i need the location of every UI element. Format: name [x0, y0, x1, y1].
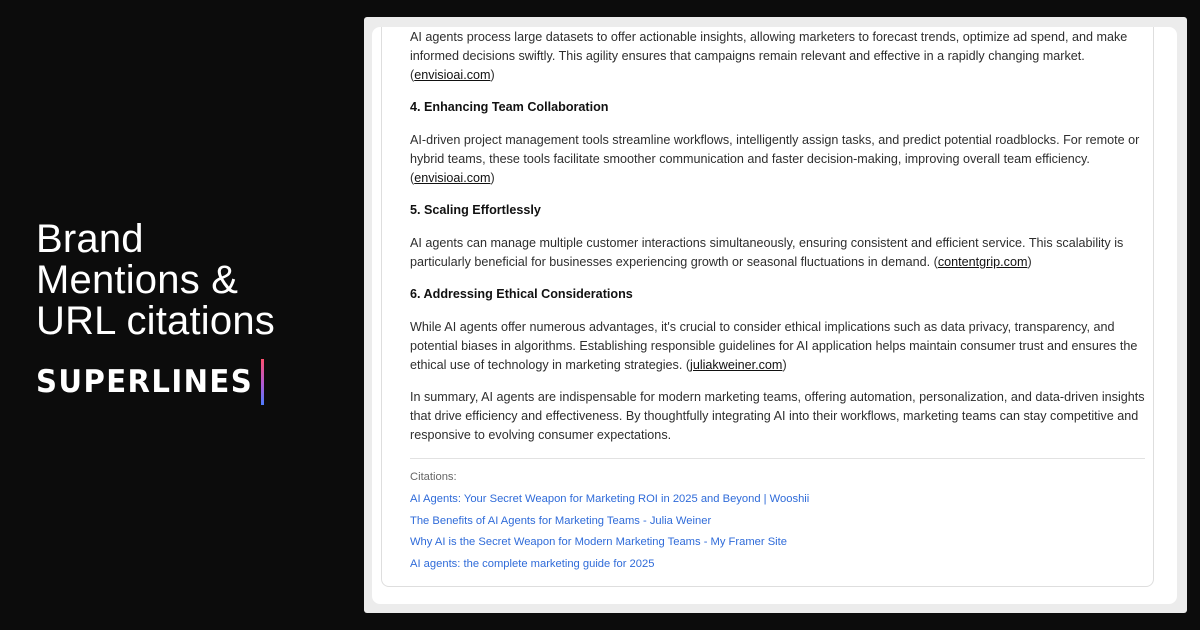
source-link-envisioai[interactable]: envisioai.com [414, 68, 491, 82]
source-link-juliakweiner[interactable]: juliakweiner.com [690, 358, 783, 372]
intro-paragraph: AI agents process large datasets to offer actionable insights, allowing marketers to forecast trends, optimize ad spend, and make informed decisions swiftly. This agility ensures that campaigns remain relevant and effective in a rapidly changing market. (envisioai.com) [410, 30, 1128, 82]
section-heading: 4. Enhancing Team Collaboration [410, 100, 609, 114]
brand-gradient-bar [261, 359, 264, 405]
hero-title-line-1: Brand [36, 217, 144, 261]
hero-title [36, 219, 336, 342]
section-text: AI-driven project management tools streamline workflows, intelligently assign tasks, and predict potential roadblocks. For remote or hybrid teams, these tools facilitate smoother communication and faster decision-making, improving overall team efficiency. [410, 133, 1140, 166]
citation-link[interactable]: Why AI is the Secret Weapon for Modern Marketing Teams - My Framer Site [410, 536, 787, 549]
section-paragraph: AI agents can manage multiple customer interactions simultaneously, ensuring consistent and efficient service. This scalability is particularly beneficial for businesses experiencing growth or seasonal fluctuations in demand. (contentgrip.com) [410, 236, 1124, 269]
hero-title-line-2: Mentions & [36, 258, 239, 302]
superlines-logo [36, 358, 264, 406]
citation-link[interactable]: The Benefits of AI Agents for Marketing Teams - Julia Weiner [410, 514, 712, 527]
chat-response-card [372, 27, 1177, 604]
citations-label: Citations: [410, 471, 457, 483]
intro-text: AI agents process large datasets to offer actionable insights, allowing marketers to forecast trends, optimize ad spend, and make informed decisions swiftly. This agility ensures that campaigns remain relevant and effective in a rapidly changing market. [410, 30, 1128, 63]
response-content [410, 28, 1145, 577]
citation-link[interactable]: AI agents: the complete marketing guide for 2025 [410, 557, 655, 570]
source-link-contentgrip[interactable]: contentgrip.com [937, 255, 1028, 269]
section-text: AI agents can manage multiple customer interactions simultaneously, ensuring consistent and efficient service. This scalability is particularly beneficial for businesses experiencing growth or seasonal fluctuations in demand. [410, 236, 1124, 269]
section-paragraph: AI-driven project management tools streamline workflows, intelligently assign tasks, and predict potential roadblocks. For remote or hybrid teams, these tools facilitate smoother communication and faster decision-making, improving overall team efficiency. (envisioai.com) [410, 133, 1140, 185]
citation-link[interactable]: AI Agents: Your Secret Weapon for Marketing ROI in 2025 and Beyond | Wooshii [410, 493, 810, 505]
section-paragraph: While AI agents offer numerous advantages, it's crucial to consider ethical implications such as data privacy, transparency, and potential biases in algorithms. Establishing responsible guidelines for AI application helps maintain consumer trust and ensures the ethical use of technology in marketing strategies. (juliakweiner.com) [410, 320, 1138, 372]
summary-paragraph: In summary, AI agents are indispensable for modern marketing teams, offering automation, personalization, and data-driven insights that drive efficiency and effectiveness. By thoughtfully integrating AI into their workflows, marketing teams can stay competitive and responsive to evolving consumer expectations. [410, 390, 1145, 442]
section-heading: 6. Addressing Ethical Considerations [410, 287, 633, 301]
source-link-envisioai[interactable]: envisioai.com [414, 171, 491, 185]
section-text: While AI agents offer numerous advantages, it's crucial to consider ethical implications such as data privacy, transparency, and potential biases in algorithms. Establishing responsible guidelines for AI application helps maintain consumer trust and ensures the ethical use of technology in marketing strategies. [410, 320, 1138, 372]
section-heading: 5. Scaling Effortlessly [410, 203, 541, 217]
brand-wordmark: SUPERLINES [36, 364, 254, 400]
hero-title-line-3: URL citations [36, 299, 275, 343]
citations-divider [410, 458, 1145, 459]
